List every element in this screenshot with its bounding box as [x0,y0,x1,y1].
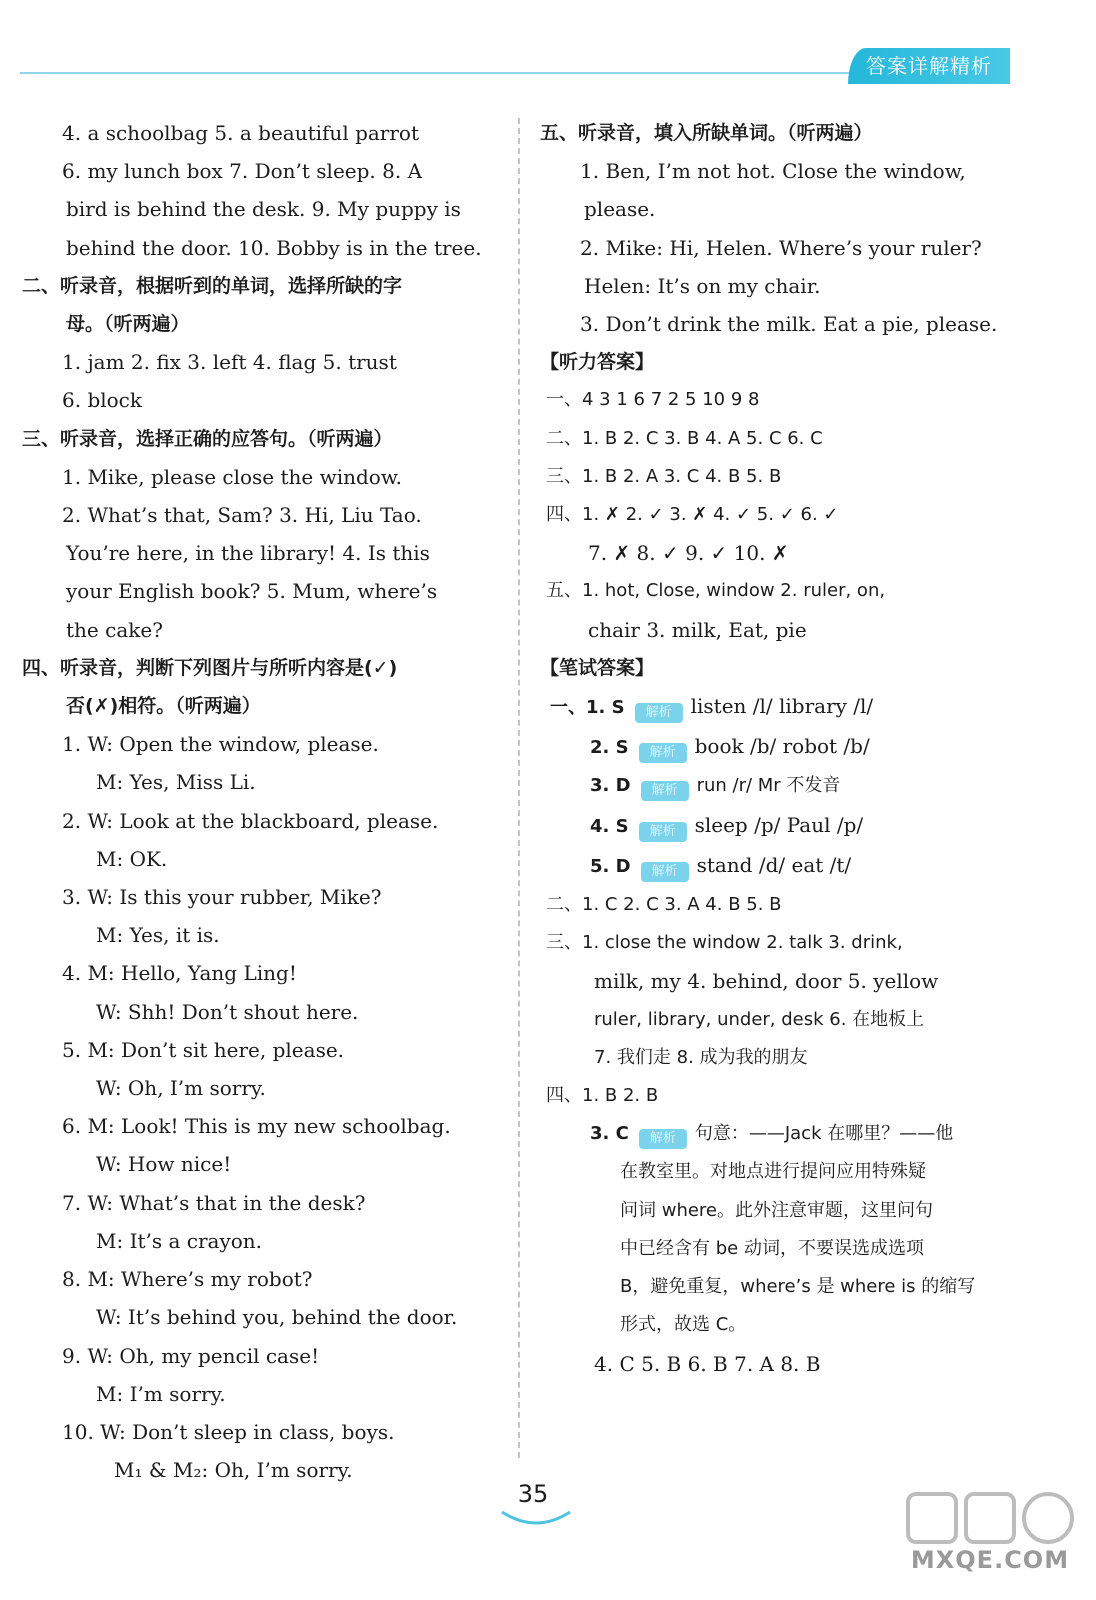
left-column-line: the cake? [66,617,163,642]
right-column-line: ruler, library, under, desk 6. 在地板上 [594,1008,925,1030]
analysis-badge: 解析 [641,781,689,801]
analysis-badge: 解析 [639,822,687,842]
analysis-text: book /b/ robot /b/ [694,734,870,759]
right-column-line: 2. Mike: Hi, Helen. Where’s your ruler? [580,235,982,260]
left-column-line: 6. my lunch box 7. Don’t sleep. 8. A [62,159,423,184]
right-column-line: B，避免重复，where’s 是 where is 的缩写 [620,1276,976,1298]
right-column-line: 四、1. ✗ 2. ✓ 3. ✗ 4. ✓ 5. ✓ 6. ✓ [546,504,839,526]
left-column-line: 10. W: Don’t sleep in class, boys. [62,1419,395,1444]
right-column-line: 二、1. B 2. C 3. B 4. A 5. C 6. C [546,427,823,449]
column-divider [518,118,520,1458]
page-number-swoosh-icon [496,1508,576,1532]
analysis-text: stand /d/ eat /t/ [696,852,852,877]
analysis-badge: 解析 [641,862,689,882]
right-column-line: 中已经含有 be 动词，不要误选成选项 [620,1237,924,1259]
left-column-line: your English book? 5. Mum, where’s [66,579,438,604]
page-number: 35 [517,1480,549,1508]
left-column-line: 8. M: Where’s my robot? [62,1267,313,1292]
left-column-line: 3. W: Is this your rubber, Mike? [62,885,382,910]
left-column-line: M: Yes, it is. [96,923,220,948]
answer-number: 4. S [590,815,629,837]
left-column-line: 1. jam 2. fix 3. left 4. flag 5. trust [62,350,397,375]
right-column-line [540,767,1030,805]
left-column-line: 二、听录音，根据听到的单词，选择所缺的字 [22,274,403,297]
right-column-line: 二、1. C 2. C 3. A 4. B 5. B [546,894,782,916]
right-column-line: 五、听录音，填入所缺单词。（听两遍） [540,122,873,144]
left-column-line: 4. a schoolbag 5. a beautiful parrot [62,121,419,145]
analysis-text: sleep /p/ Paul /p/ [694,812,864,837]
right-column-line: 三、1. close the window 2. talk 3. drink, [546,932,903,954]
right-column-line: 7. 我们走 8. 成为我的朋友 [594,1046,808,1068]
left-column-line: bird is behind the desk. 9. My puppy is [66,197,461,222]
analysis-badge: 解析 [639,1129,687,1149]
right-column-line: 【听力答案】 [540,351,655,374]
left-column-line: 1. Mike, please close the window. [62,464,402,489]
right-column-line: 1. Ben, I’m not hot. Close the window, [580,159,966,184]
left-column [22,114,500,1489]
analysis-text: run /r/ Mr 不发音 [696,775,841,797]
right-column-line: 在教室里。对地点进行提问应用特殊疑 [620,1161,926,1183]
analysis-text: 句意：——Jack 在哪里？——他 [694,1123,954,1145]
right-column-line: 四、1. B 2. B [546,1085,659,1107]
left-column-line: 5. M: Don’t sit here, please. [62,1037,345,1062]
analysis-badge: 解析 [639,743,687,763]
right-column-line [540,1115,1030,1153]
watermark-text: MXQE.COM [910,1546,1070,1574]
left-column-line: 6. block [62,388,142,413]
right-column-line: milk, my 4. behind, door 5. yellow [594,969,939,994]
left-column-line: behind the door. 10. Bobby is in the tree. [66,235,482,260]
left-column-line: M: Yes, Miss Li. [96,770,256,795]
right-column-line: 形式，故选 C。 [620,1314,747,1336]
left-column-line: 6. M: Look! This is my new schoolbag. [62,1114,451,1139]
right-column-line [540,687,1030,727]
right-column-line: please. [584,197,656,222]
right-column-line [540,846,1030,886]
answer-number: 5. D [590,855,631,877]
right-column-line: 4. C 5. B 6. B 7. A 8. B [594,1351,821,1376]
answer-number: 3. D [590,775,631,797]
answer-number: 2. S [590,737,629,759]
right-column-line [540,727,1030,767]
left-column-line: 1. W: Open the window, please. [62,732,379,757]
left-column-line: 母。（听两遍） [66,313,190,336]
left-column-line: W: Oh, I’m sorry. [96,1076,266,1101]
left-column-line: M₁ & M₂: Oh, I’m sorry. [114,1458,353,1483]
left-column-line: M: OK. [96,846,168,871]
left-column-line: W: It’s behind you, behind the door. [96,1305,458,1330]
left-column-line: 4. M: Hello, Yang Ling! [62,961,297,986]
left-column-line: 否(✗)相符。（听两遍） [66,695,261,718]
left-column-line: You’re here, in the library! 4. Is this [66,541,430,566]
right-column-line: 7. ✗ 8. ✓ 9. ✓ 10. ✗ [588,541,789,566]
left-column-line: 9. W: Oh, my pencil case! [62,1343,320,1368]
answer-number: 一、1. S [550,697,625,719]
right-column-line: 五、1. hot, Close, window 2. ruler, on, [546,580,886,602]
left-column-line: W: How nice! [96,1152,232,1177]
left-column-line: W: Shh! Don’t shout here. [96,999,359,1024]
right-column-line: 【笔试答案】 [540,656,655,679]
left-column-line: 7. W: What’s that in the desk? [62,1190,366,1215]
right-column-line: 3. Don’t drink the milk. Eat a pie, please. [580,312,998,337]
right-column [540,114,1030,1383]
right-column-line: chair 3. milk, Eat, pie [588,617,807,642]
left-column-line: M: I’m sorry. [96,1381,226,1406]
header-tag: 答案详解精析 [848,48,1010,84]
analysis-badge: 解析 [635,703,683,723]
left-column-line: 2. W: Look at the blackboard, please. [62,808,439,833]
right-column-line [540,806,1030,846]
right-column-line: 一、4 3 1 6 7 2 5 10 9 8 [546,389,760,411]
header-rule [20,72,850,74]
answer-number: 3. C [590,1123,629,1145]
left-column-line: 三、听录音，选择正确的应答句。（听两遍） [22,427,393,450]
left-column-line: 四、听录音，判断下列图片与所听内容是(✓) [22,656,398,679]
right-column-line: Helen: It’s on my chair. [584,273,821,298]
right-column-line: 问词 where。此外注意审题，这里问句 [620,1199,934,1221]
right-column-line: 三、1. B 2. A 3. C 4. B 5. B [546,465,782,487]
left-column-line: 2. What’s that, Sam? 3. Hi, Liu Tao. [62,503,422,528]
left-column-line: M: It’s a crayon. [96,1228,263,1253]
analysis-text: listen /l/ library /l/ [690,694,874,719]
